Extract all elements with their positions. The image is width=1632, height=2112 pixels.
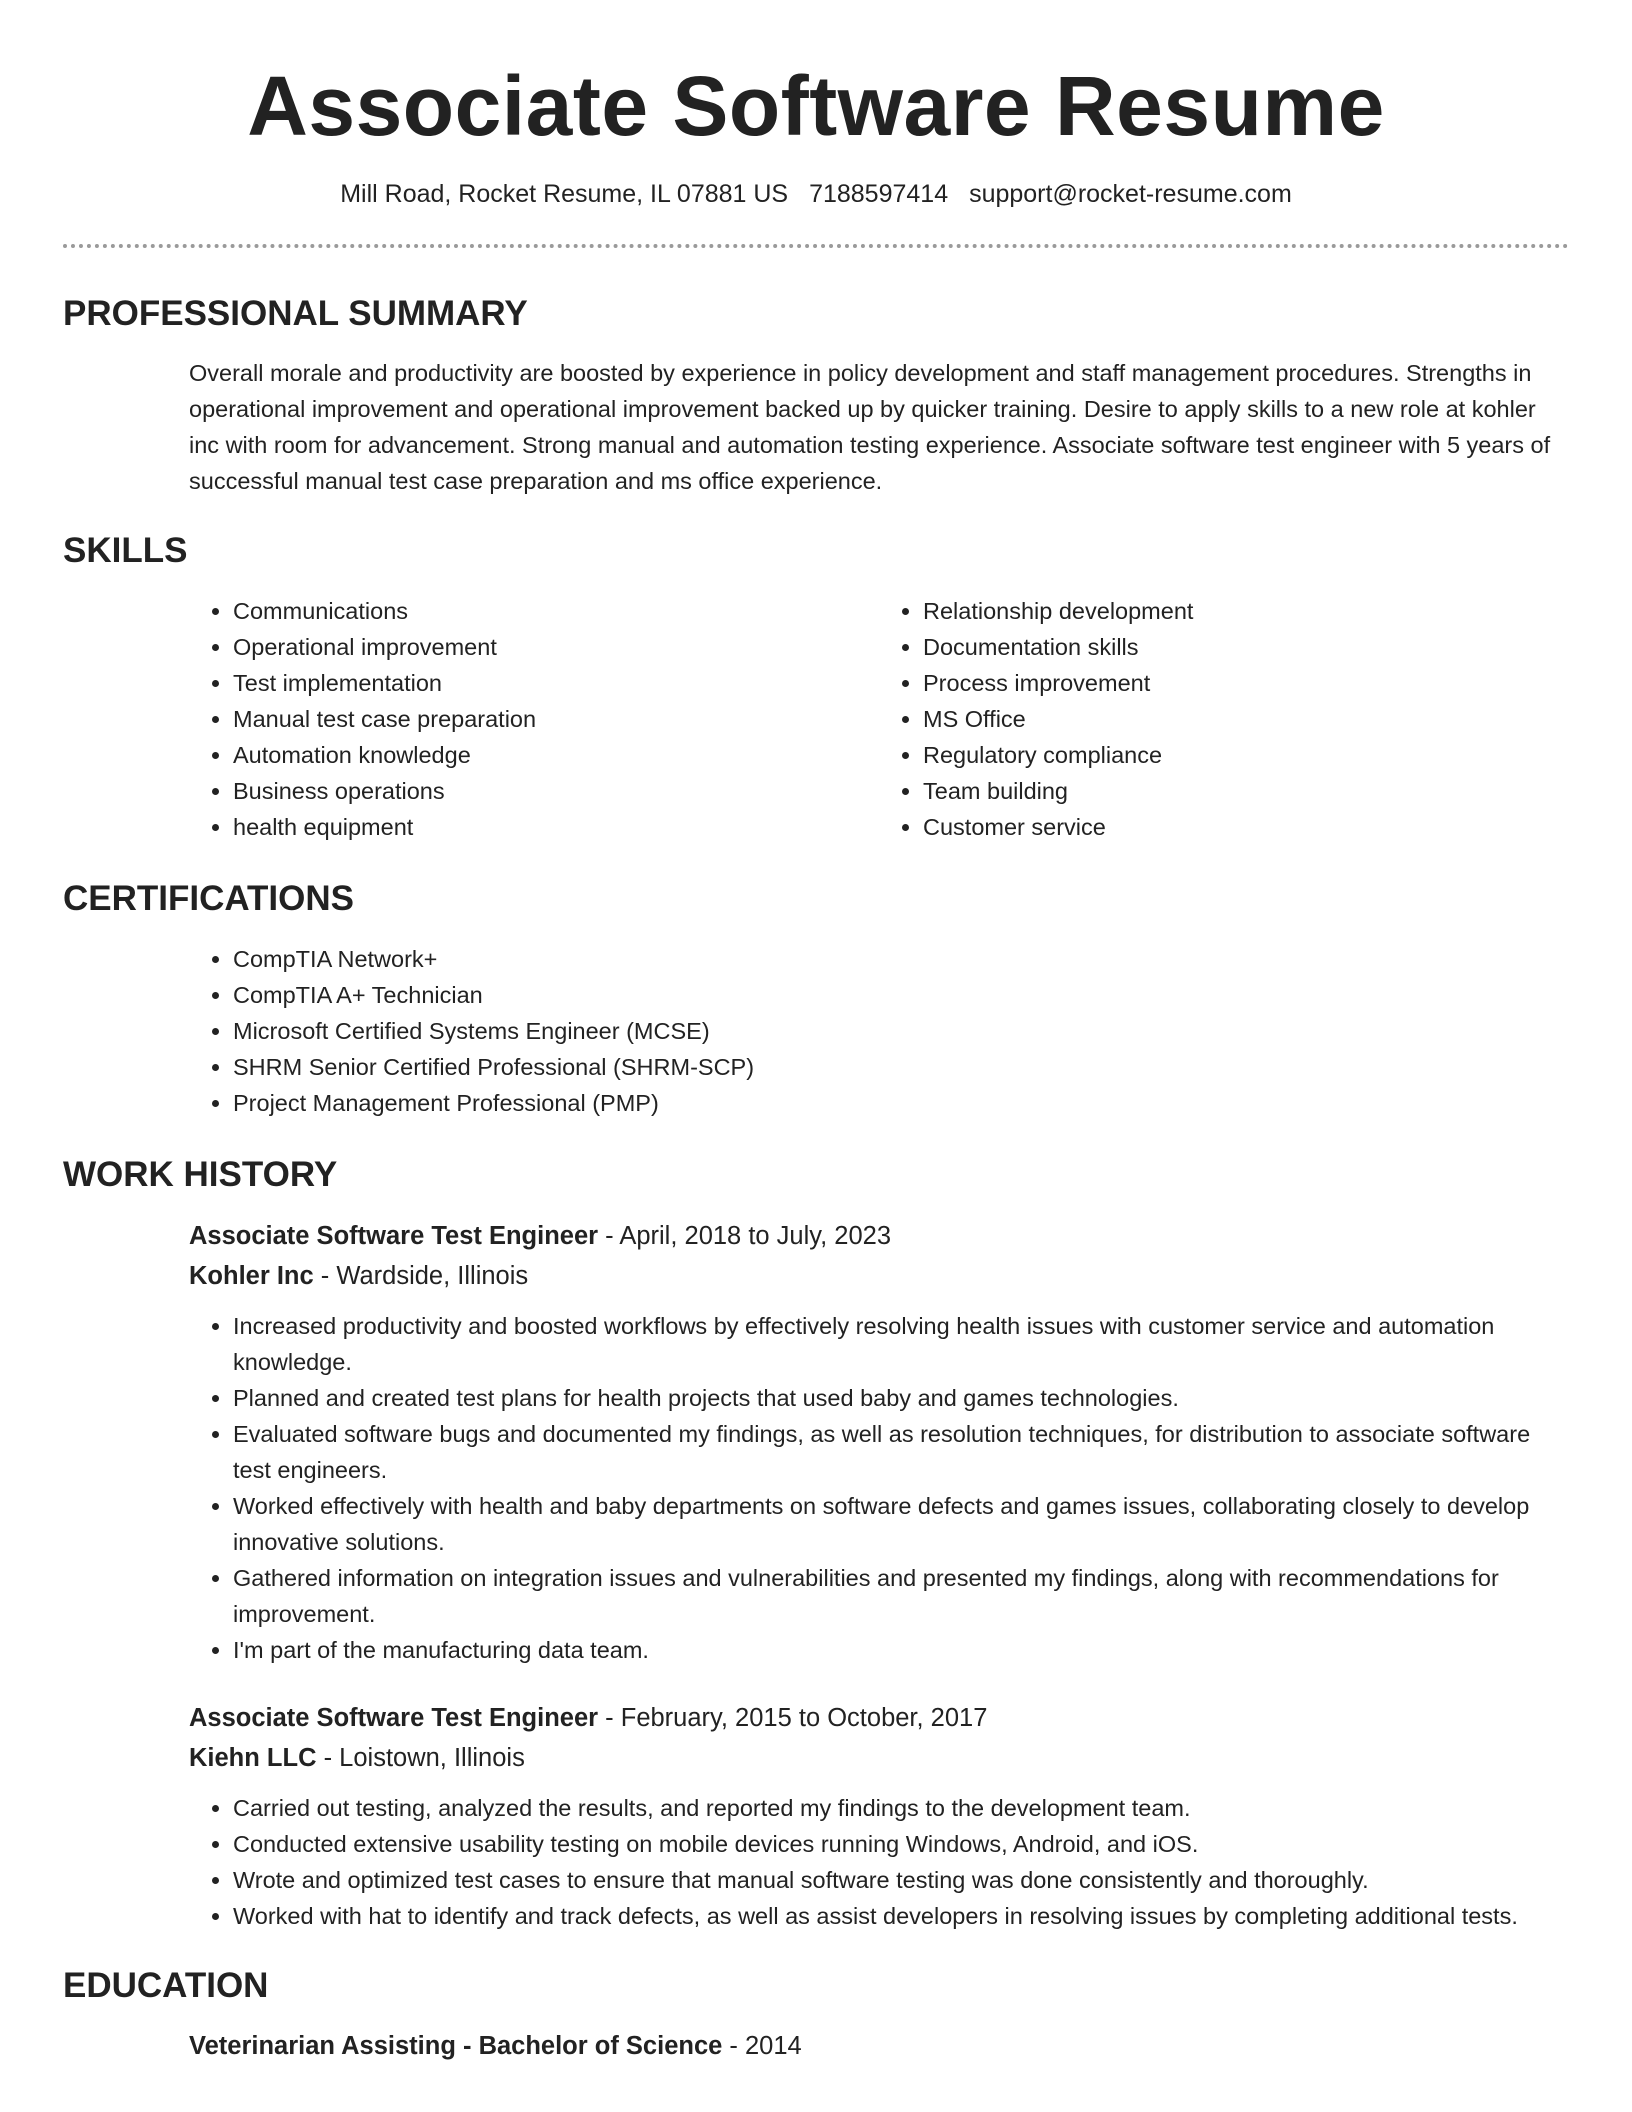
- skill-item: • Communications: [233, 593, 879, 629]
- certifications-list: [63, 941, 1569, 1121]
- skills-left-column: [189, 593, 879, 845]
- skill-item: • Manual test case preparation: [233, 701, 879, 737]
- resume-title: Associate Software Resume: [247, 59, 1385, 153]
- email: support@rocket-resume.com: [969, 180, 1292, 208]
- skill-item: • Relationship development: [923, 593, 1569, 629]
- skills-heading: SKILLS: [63, 531, 188, 570]
- job-bullets: [189, 1790, 1569, 1934]
- job-bullet: • Carried out testing, analyzed the results, and reported my findings to the development team.: [233, 1790, 1569, 1826]
- job-company-line: [189, 1738, 1569, 1778]
- contact-line: [63, 178, 1569, 210]
- job-company: Kohler Inc: [189, 1262, 314, 1290]
- job-company: Kiehn LLC: [189, 1744, 317, 1772]
- header-divider: [63, 244, 1569, 248]
- skill-item: • Customer service: [923, 809, 1569, 845]
- job-bullets: [189, 1308, 1569, 1668]
- summary-heading: PROFESSIONAL SUMMARY: [63, 294, 528, 333]
- skill-item: • Documentation skills: [923, 629, 1569, 665]
- work-history-heading: WORK HISTORY: [63, 1155, 338, 1194]
- skill-item: • Business operations: [233, 773, 879, 809]
- job-title-line: [189, 1698, 1569, 1738]
- address: Mill Road, Rocket Resume, IL 07881 US: [340, 180, 789, 208]
- job-location: - Loistown, Illinois: [316, 1744, 525, 1772]
- certification-item: • SHRM Senior Certified Professional (SHRM-SCP): [233, 1049, 1569, 1085]
- skill-item: • Team building: [923, 773, 1569, 809]
- skills-right-column: [879, 593, 1569, 845]
- job-title-line: [189, 1216, 1569, 1256]
- education-heading: EDUCATION: [63, 1966, 269, 2005]
- phone: 7188597414: [809, 180, 949, 208]
- skills-list: [63, 593, 1569, 845]
- education-entry: [63, 2026, 1569, 2066]
- education-line: [189, 2026, 1569, 2066]
- job-bullet: • Planned and created test plans for health projects that used baby and games technologies.: [233, 1380, 1569, 1416]
- education-degree: Veterinarian Assisting - Bachelor of Science: [189, 2032, 723, 2060]
- certification-item: • Project Management Professional (PMP): [233, 1085, 1569, 1121]
- job-bullet: • Evaluated software bugs and documented my findings, as well as resolution techniques, for distribution to associate software test engineers.: [233, 1416, 1569, 1488]
- certifications-heading: CERTIFICATIONS: [63, 879, 355, 918]
- job-bullet: • Worked effectively with health and baby departments on software defects and games issues, collaborating closely to develop innovative solutions.: [233, 1488, 1569, 1560]
- job-bullet: • Conducted extensive usability testing on mobile devices running Windows, Android, and iOS.: [233, 1826, 1569, 1862]
- summary-text: Overall morale and productivity are boosted by experience in policy development and staff management procedures. Strengths in operational improvement and operational improvement backed up by quicker training. Desire to apply skills to a new role at kohler inc with room for advancement. Strong manual and automation testing experience. Associate software test engineer with 5 years of successful manual test case preparation and ms office experience.: [189, 360, 1551, 494]
- job-bullet: • Increased productivity and boosted workflows by effectively resolving health issues with customer service and automation knowledge.: [233, 1308, 1569, 1380]
- job-dates: - April, 2018 to July, 2023: [598, 1222, 892, 1250]
- job-dates: - February, 2015 to October, 2017: [598, 1704, 988, 1732]
- job-role: Associate Software Test Engineer: [189, 1222, 599, 1250]
- job-bullet: • Gathered information on integration issues and vulnerabilities and presented my findings, along with recommendations for improvement.: [233, 1560, 1569, 1632]
- job-bullet: • I'm part of the manufacturing data team.: [233, 1632, 1569, 1668]
- skill-item: • MS Office: [923, 701, 1569, 737]
- skill-item: • health equipment: [233, 809, 879, 845]
- job-entry: [63, 1698, 1569, 1934]
- skill-item: • Regulatory compliance: [923, 737, 1569, 773]
- job-company-line: [189, 1256, 1569, 1296]
- skill-item: • Automation knowledge: [233, 737, 879, 773]
- certification-item: • Microsoft Certified Systems Engineer (MCSE): [233, 1013, 1569, 1049]
- job-role: Associate Software Test Engineer: [189, 1704, 599, 1732]
- skill-item: • Test implementation: [233, 665, 879, 701]
- certification-item: • CompTIA A+ Technician: [233, 977, 1569, 1013]
- certification-item: • CompTIA Network+: [233, 941, 1569, 977]
- job-entry: [63, 1216, 1569, 1668]
- skill-item: • Operational improvement: [233, 629, 879, 665]
- education-year: - 2014: [722, 2032, 802, 2060]
- skill-item: • Process improvement: [923, 665, 1569, 701]
- job-location: - Wardside, Illinois: [313, 1262, 529, 1290]
- job-bullet: • Worked with hat to identify and track defects, as well as assist developers in resolving issues by completing additional tests.: [233, 1898, 1569, 1934]
- job-bullet: • Wrote and optimized test cases to ensure that manual software testing was done consistently and thoroughly.: [233, 1862, 1569, 1898]
